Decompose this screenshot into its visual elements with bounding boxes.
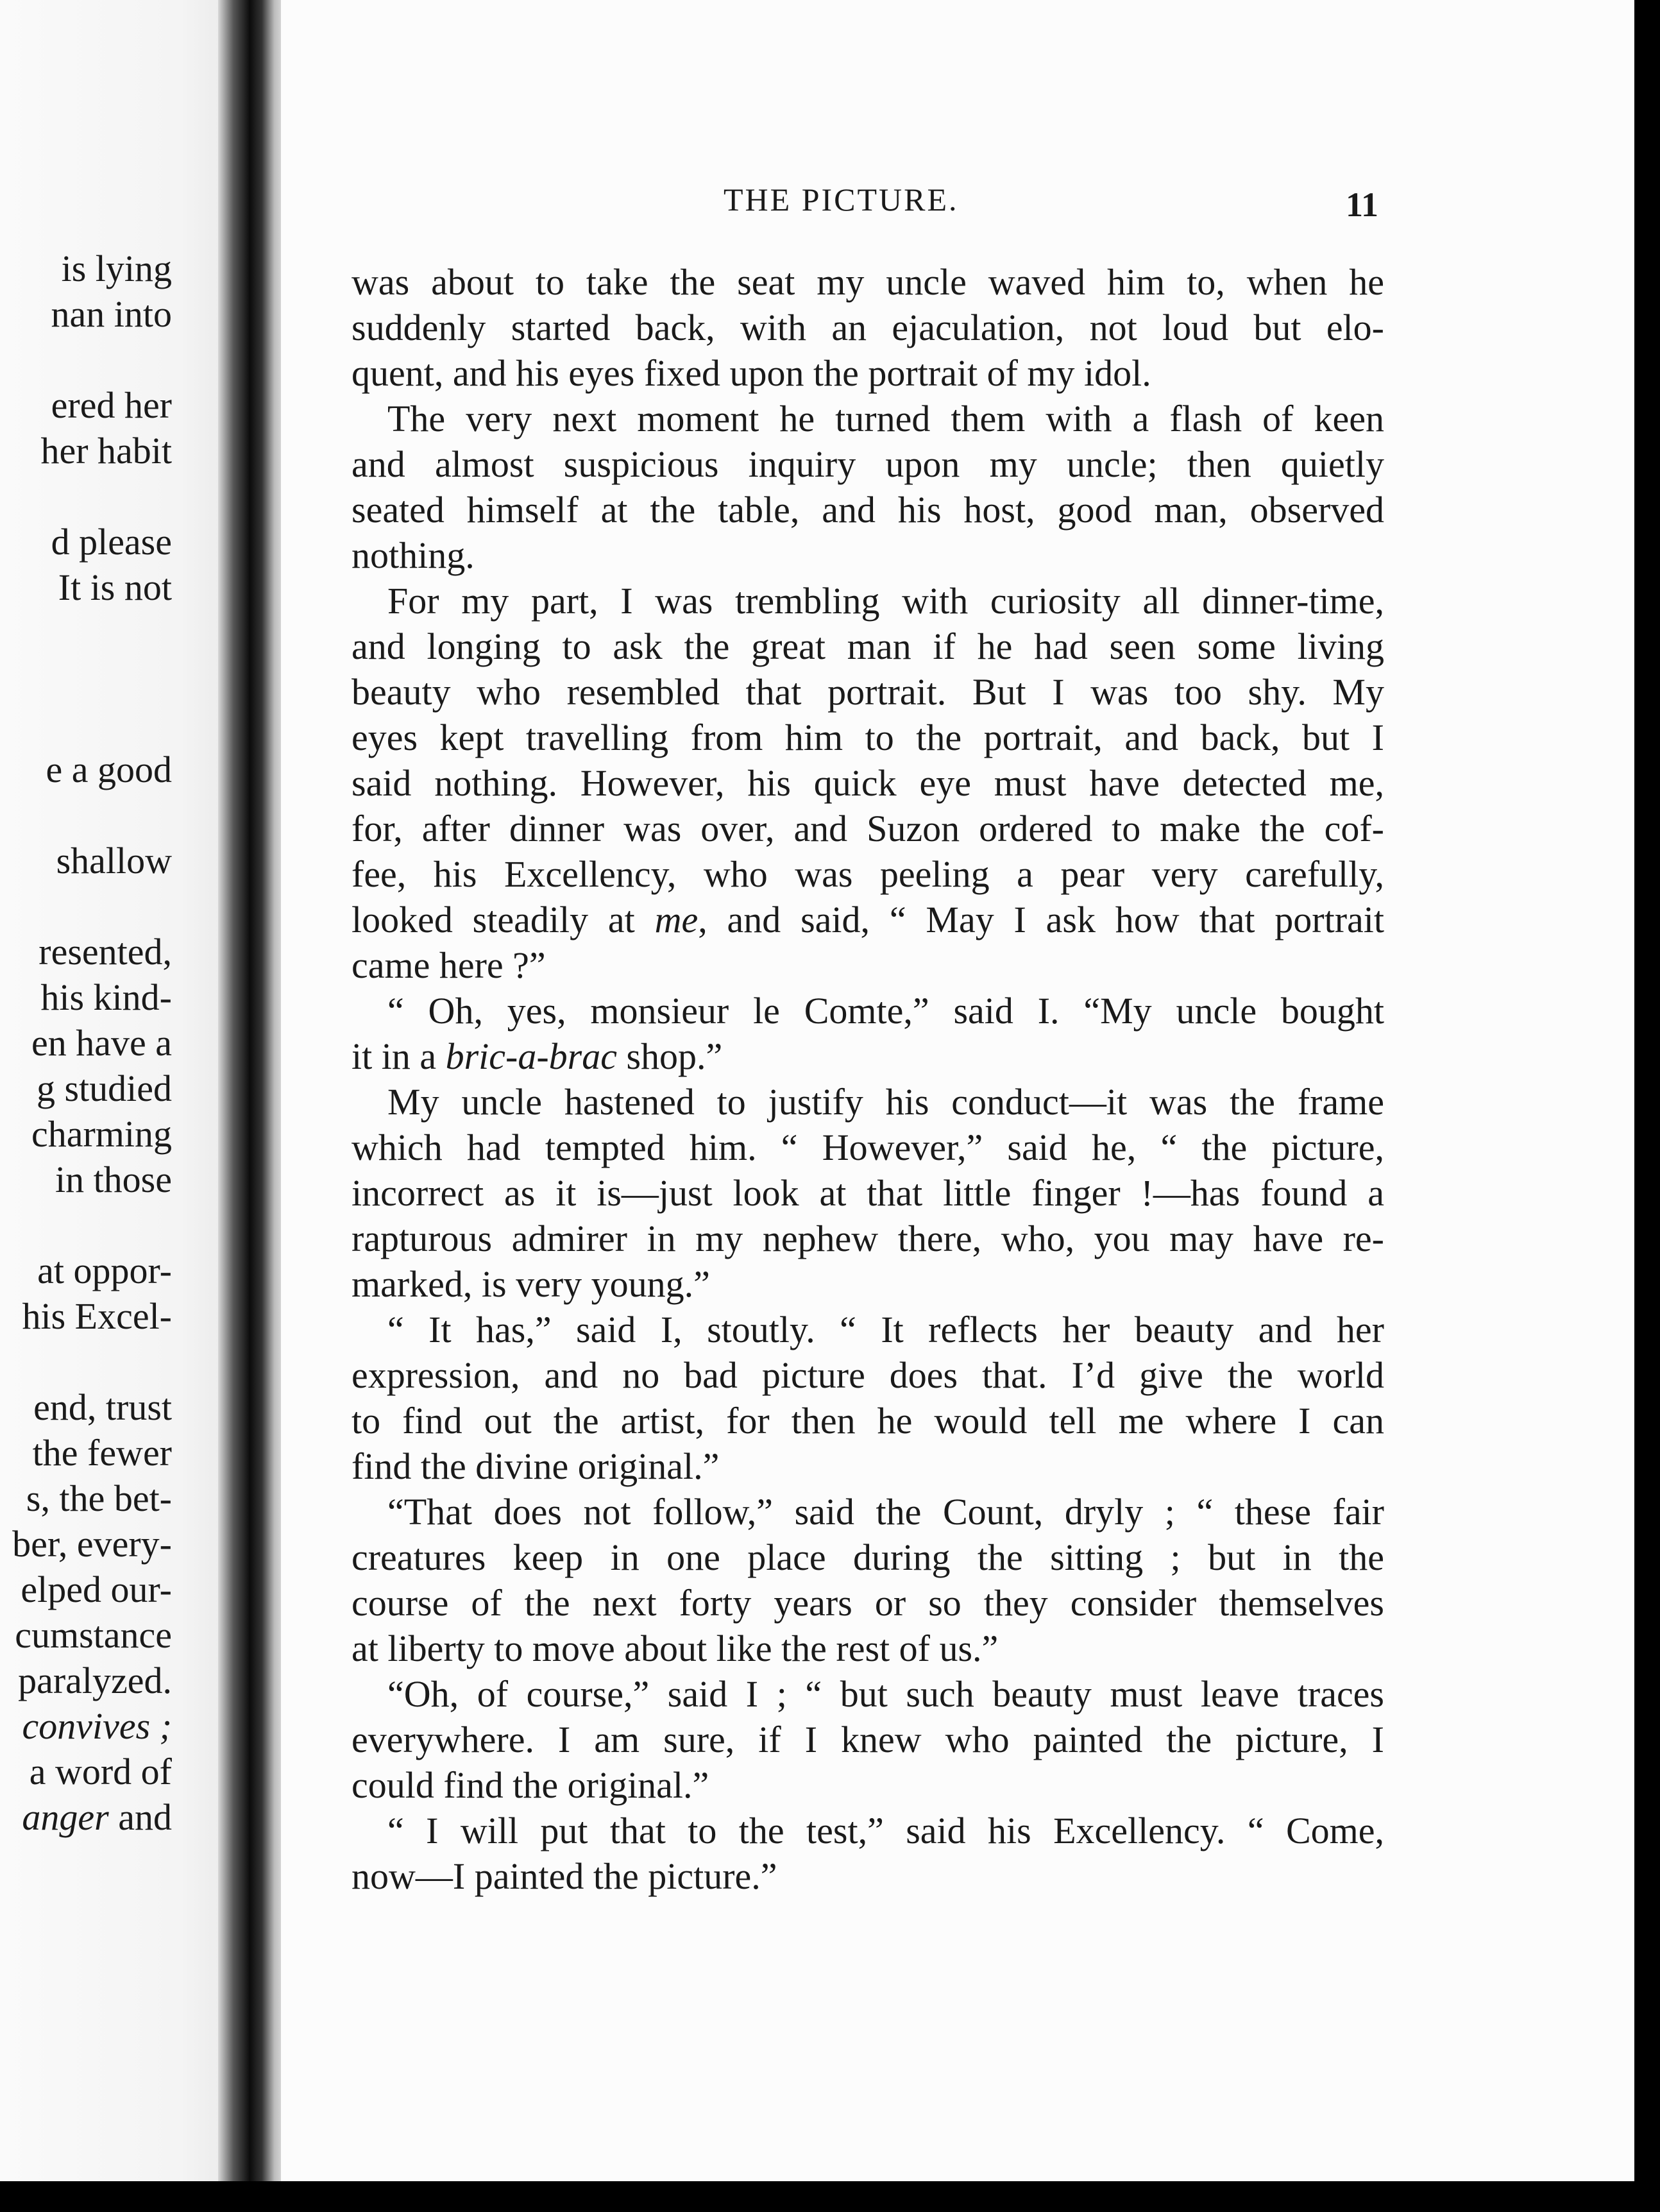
text-line: beauty who resembled that portrait. But I was too shy. My [351,671,1384,713]
left-page-line: cumstance [15,1614,172,1656]
italic-word: bric-a-brac [445,1035,617,1077]
text-line: rapturous admirer in my nephew there, who, you may have re- [351,1218,1384,1259]
text-line: suddenly started back, with an ejaculation, not loud but elo- [351,307,1384,348]
running-head: THE PICTURE. [724,182,959,217]
text-line: “ Oh, yes, monsieur le Comte,” said I. “My uncle bought [387,990,1384,1032]
left-page-line: is lying [61,248,172,289]
text-line: was about to take the seat my uncle waved him to, when he [351,261,1384,303]
text-line: to find out the artist, for then he would tell me where I can [351,1400,1384,1442]
left-page-line: convives ; [22,1705,172,1747]
text-line: everywhere. I am sure, if I knew who painted the picture, I [351,1719,1384,1760]
left-page-line: his kind- [40,976,172,1018]
left-page-line: g studied [36,1068,172,1109]
left-page-line: nan into [51,293,172,335]
text-line: expression, and no bad picture does that. I’d give the world [351,1354,1384,1396]
left-page-line: paralyzed. [18,1660,172,1701]
left-page-line: e a good [46,749,172,790]
left-page-line: in those [55,1159,172,1200]
page-number: 11 [1346,185,1379,224]
left-page-line: shallow [56,840,172,881]
text-line: nothing. [351,534,475,576]
text-line: looked steadily at me, and said, “ May I ask how that portrait [351,899,1384,940]
text-line: creatures keep in one place during the sitting ; but in the [351,1536,1384,1578]
left-page-line: her habit [40,430,172,472]
italic-word: me [654,899,699,940]
left-page-line: anger and [22,1796,172,1838]
left-page-line: at oppor- [37,1250,172,1291]
text-line: course of the next forty years or so they consider themselves [351,1582,1384,1624]
left-page-line: en have a [31,1022,172,1064]
text-line: The very next moment he turned them with a flash of keen [387,398,1384,439]
text-line: it in a bric-a-brac shop.” [351,1035,723,1077]
text-line: at liberty to move about like the rest of us.” [351,1628,999,1669]
text-line: said nothing. However, his quick eye must have detected me, [351,762,1384,804]
text-line: now—I painted the picture.” [351,1855,777,1897]
text-line: and almost suspicious inquiry upon my uncle; then quietly [351,443,1384,485]
text-line: “ It has,” said I, stoutly. “ It reflects her beauty and her [387,1309,1384,1350]
text-line: for, after dinner was over, and Suzon ordered to make the cof- [351,808,1384,849]
left-page-line: elped our- [21,1569,172,1610]
left-page-line: a word of [29,1751,172,1792]
text-line: eyes kept travelling from him to the portrait, and back, but I [351,717,1384,758]
left-page-line: It is not [58,566,172,608]
left-page-line: his Excel- [22,1295,172,1337]
page-edge-shadow [1634,0,1660,2212]
text-line: marked, is very young.” [351,1263,710,1305]
left-page-line: s, the bet- [26,1477,172,1519]
text-line: and longing to ask the great man if he had seen some living [351,625,1384,667]
text-line: seated himself at the table, and his host, good man, observed [351,489,1384,531]
text-line: “ I will put that to the test,” said his Excellency. “ Come, [387,1810,1384,1851]
text-line: “That does not follow,” said the Count, dryly ; “ these fair [387,1491,1384,1533]
text-line: incorrect as it is—just look at that little finger !—has found a [351,1172,1384,1214]
text-line: My uncle hastened to justify his conduct—it was the frame [387,1081,1384,1123]
text-line: fee, his Excellency, who was peeling a pear very carefully, [351,853,1384,895]
text-line: quent, and his eyes fixed upon the portrait of my idol. [351,352,1151,394]
text-line: For my part, I was trembling with curiosity all dinner-time, [387,580,1384,622]
text-line: find the divine original.” [351,1445,720,1487]
left-page-line: resented, [38,931,172,973]
body-text [351,259,1384,1899]
left-page-line: ber, every- [12,1523,172,1565]
book-gutter [218,0,289,2212]
text-line: which had tempted him. “ However,” said he, “ the picture, [351,1127,1384,1168]
text-line: “Oh, of course,” said I ; “ but such beauty must leave traces [387,1673,1384,1715]
text-line: could find the original.” [351,1764,709,1806]
left-page-line: d please [51,521,172,563]
left-page-line: charming [31,1113,172,1155]
left-page-line: ered her [51,384,172,426]
left-page-line: end, trust [33,1386,172,1428]
text-line: came here ?” [351,944,546,986]
bottom-shadow [0,2181,1660,2212]
left-page-line: the fewer [32,1432,172,1474]
